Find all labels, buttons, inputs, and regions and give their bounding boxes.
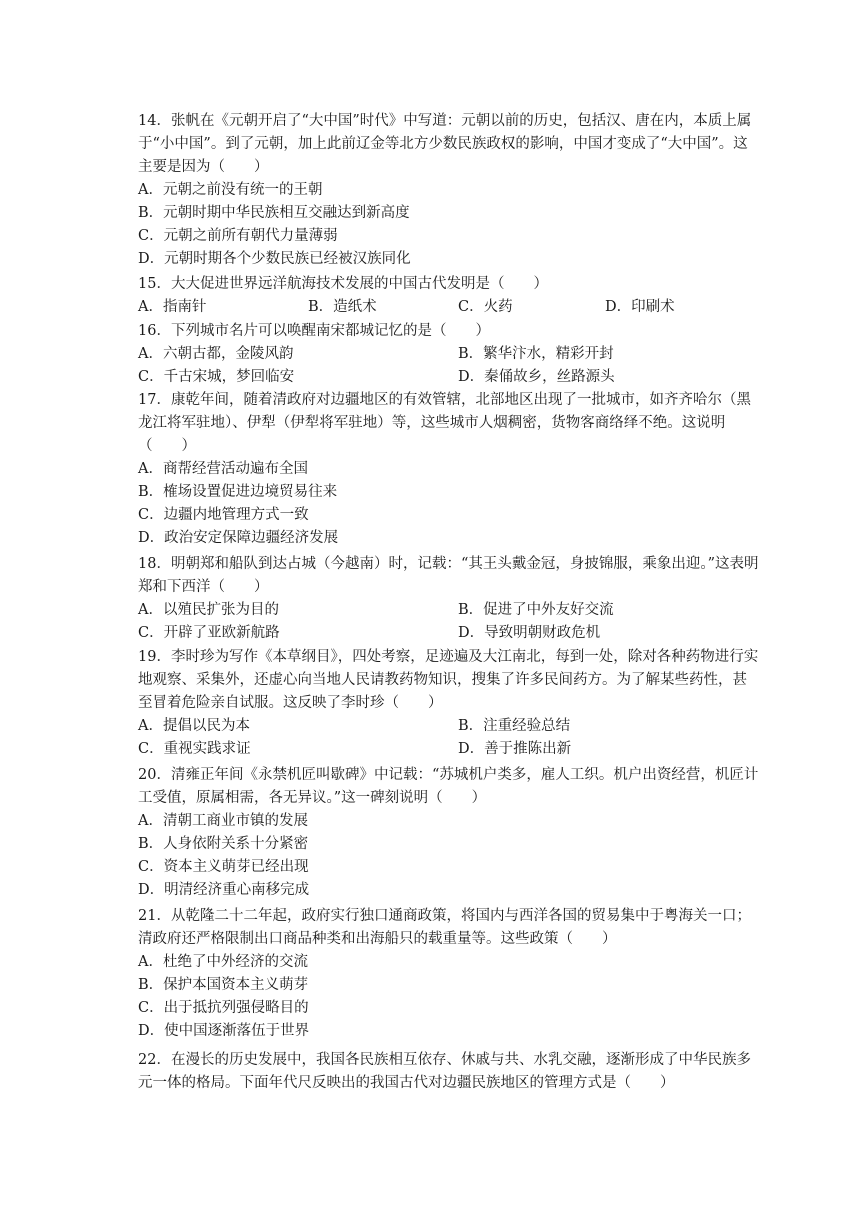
options-row: [138, 715, 760, 738]
question-stem: 21．从乾隆二十二年起，政府实行独口通商政策，将国内与西洋各国的贸易集中于粤海关一口；清政府还严格限制出口商品种类和出海船只的载重量等。这些政策（ ）: [138, 908, 751, 947]
options-row: [138, 599, 760, 622]
question-stem: 14．张帆在《元朝开启了“大中国”时代》中写道：元朝以前的历史，包括汉、唐在内，本质上属于“小中国”。到了元朝，加上此前辽金等北方少数民族政权的影响，中国才变成了“大中国”。这主要是因为（ ）: [138, 113, 752, 175]
option-d: D．元朝时期各个少数民族已经被汉族同化: [138, 251, 411, 267]
option-a: A．商帮经营活动遍布全国: [138, 461, 308, 477]
option-d: D．善于推陈出新: [458, 741, 572, 757]
option-c: C．火药: [458, 299, 513, 315]
question-19: [138, 646, 760, 761]
options-row: [138, 343, 760, 366]
option-c: C．资本主义萌芽已经出现: [138, 859, 309, 875]
option-d: D．秦俑故乡，丝路源头: [458, 369, 615, 385]
question-stem: 20．清雍正年间《永禁机匠叫歇碑》中记载：“苏城机户类多，雇人工织。机户出资经营，机匠计工受值，原属相需，各无异议。”这一碑刻说明（ ）: [138, 767, 759, 806]
option-a: A．清朝工商业市镇的发展: [138, 813, 308, 829]
option-d: D．导致明朝财政危机: [458, 625, 601, 641]
question-20: [138, 764, 760, 902]
options-row: [138, 622, 760, 645]
options-row: [138, 296, 760, 319]
option-b: B．元朝时期中华民族相互交融达到新高度: [138, 205, 410, 221]
option-c: C．千古宋城，梦回临安: [138, 369, 295, 385]
option-c: C．开辟了亚欧新航路: [138, 625, 280, 641]
question-stem: 18．明朝郑和船队到达占城（今越南）时，记载：“其王头戴金冠，身披锦服，乘象出迎。”这表明郑和下西洋（ ）: [138, 556, 759, 595]
option-c: C．重视实践求证: [138, 741, 251, 757]
options-row: [138, 738, 760, 761]
option-d: D．使中国逐渐落伍于世界: [138, 1023, 310, 1039]
question-stem: 22．在漫长的历史发展中，我国各民族相互依存、休戚与共、水乳交融，逐渐形成了中华民族多元一体的格局。下面年代尺反映出的我国古代对边疆民族地区的管理方式是（ ）: [138, 1052, 751, 1091]
question-15: [138, 273, 760, 319]
option-a: A．指南针: [138, 299, 207, 315]
option-a: A．以殖民扩张为目的: [138, 602, 279, 618]
question-17: [138, 389, 760, 550]
option-d: D．政治安定保障边疆经济发展: [138, 530, 339, 546]
question-stem: 19．李时珍为写作《本草纲目》，四处考察，足迹遍及大江南北，每到一处，除对各种药物进行实地观察、采集外，还虚心向当地人民请教药物知识，搜集了许多民间药方。为了解某些药性，甚至冒着危险亲自试服。这反映了李时珍（ ）: [138, 649, 759, 711]
option-b: B．促进了中外友好交流: [458, 602, 614, 618]
question-21: [138, 905, 760, 1043]
option-b: B．注重经验总结: [458, 718, 571, 734]
option-b: B．造纸术: [308, 299, 377, 315]
question-stem: 15．大大促进世界远洋航海技术发展的中国古代发明是（ ）: [138, 276, 548, 292]
option-a: A．六朝古都，金陵风韵: [138, 346, 294, 362]
option-b: B．繁华汴水，精彩开封: [458, 346, 614, 362]
question-16: [138, 320, 760, 389]
option-d: D．印刷术: [605, 299, 675, 315]
question-14: [138, 110, 760, 271]
option-c: C．出于抵抗列强侵略目的: [138, 1000, 309, 1016]
option-d: D．明清经济重心南移完成: [138, 882, 310, 898]
question-stem: 17．康乾年间，随着清政府对边疆地区的有效管辖，北部地区出现了一批城市，如齐齐哈尔（黑龙江将军驻地）、伊犁（伊犁将军驻地）等，这些城市人烟稠密，货物客商络绎不绝。这说明（ ）: [138, 392, 751, 454]
option-a: A．杜绝了中外经济的交流: [138, 954, 308, 970]
option-b: B．保护本国资本主义萌芽: [138, 977, 309, 993]
question-stem: 16．下列城市名片可以唤醒南宋都城记忆的是（ ）: [138, 323, 490, 339]
option-c: C．边疆内地管理方式一致: [138, 507, 309, 523]
option-b: B．人身依附关系十分紧密: [138, 836, 309, 852]
option-a: A．提倡以民为本: [138, 718, 250, 734]
options-row: [138, 366, 760, 389]
question-18: [138, 553, 760, 645]
option-c: C．元朝之前所有朝代力量薄弱: [138, 228, 338, 244]
option-b: B．榷场设置促进边境贸易往来: [138, 484, 338, 500]
option-a: A．元朝之前没有统一的王朝: [138, 182, 323, 198]
question-22: [138, 1049, 760, 1095]
